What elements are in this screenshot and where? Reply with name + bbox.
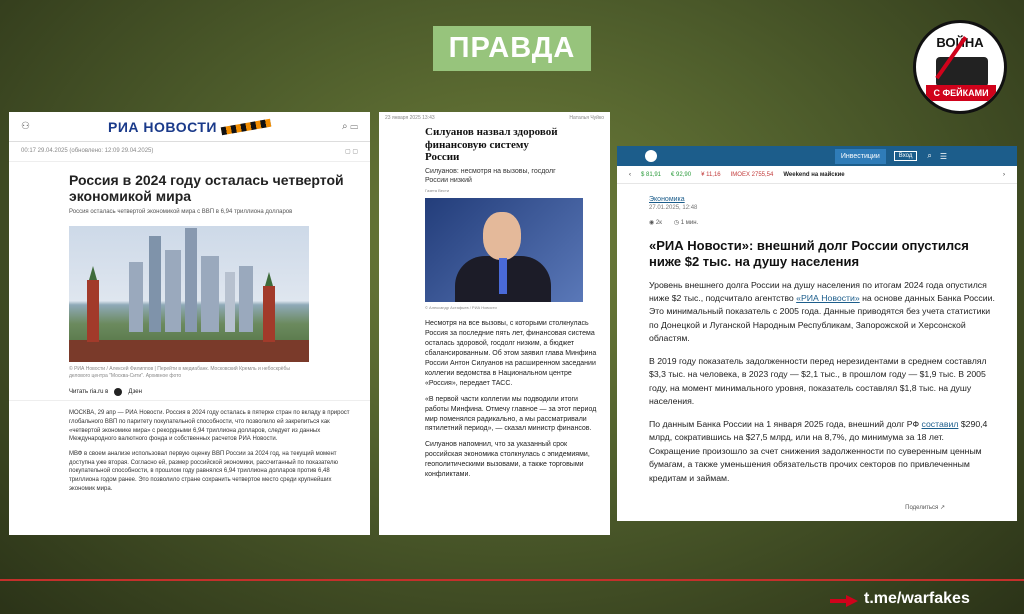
article-source: Газета Вести xyxy=(425,188,450,194)
logo-top-text: ВОЙНА xyxy=(936,35,984,50)
site-navbar xyxy=(617,146,1017,166)
paragraph: По данным Банка России на 1 января 2025 года, внешний долг РФ составил $290,4 млрд, сократившись на $27,5 млрд, или на 8,7%, до минимума за 18 лет. Сокращение произошло за счет снижения задолженности по суверенным ценным бумагам, а также уменьшения обязательств прочих секторов по привлеченным кредитам и займам. xyxy=(649,418,988,483)
ria-header xyxy=(9,112,370,142)
article-subtitle: Силуанов: несмотря на вызовы, госдолг России низкий xyxy=(425,167,556,185)
paragraph: В 2019 году показатель задолженности перед нерезидентами в среднем составлял $3,3 тыс. на человека, в 2023 году — $2,1 тыс., в прошлом году — $1,9 тыс. В 2005 году, на момент минимального уровня, показатель составлял $1,8 тыс. на душу населения. xyxy=(649,355,987,407)
logo-bottom-text: С ФЕЙКАМИ xyxy=(926,85,996,101)
article-date: 23 января 2025 13:43 xyxy=(385,115,435,121)
site-logo-icon[interactable] xyxy=(645,150,657,162)
external-debt-article-screenshot xyxy=(617,146,1017,521)
article-lead: Россия осталась четвертой экономикой мира с ВВП в 6,94 триллиона долларов xyxy=(69,209,293,216)
updated-date: (обновлено: 12:09 29.04.2025) xyxy=(69,148,154,154)
article-meta xyxy=(9,142,370,162)
verdict-banner: ПРАВДА xyxy=(433,26,591,71)
chevron-right-icon[interactable]: › xyxy=(1003,171,1005,178)
article-stats xyxy=(617,213,1017,232)
ria-link[interactable]: «РИА Новости» xyxy=(796,292,860,303)
login-button[interactable]: Вход xyxy=(894,151,918,161)
st-george-ribbon-icon xyxy=(221,118,272,135)
article-title: Силуанов назвал здоровой финансовую систему России xyxy=(425,126,558,164)
footer-divider xyxy=(0,579,1024,581)
published-date: 00:17 29.04.2025 xyxy=(21,148,68,154)
sostavil-link[interactable]: составил xyxy=(921,418,959,429)
siluanov-photo xyxy=(425,198,583,302)
moscow-city-photo xyxy=(69,226,309,362)
article-title: Россия в 2024 году осталась четвертой экономикой мира xyxy=(69,172,344,205)
share-icons[interactable]: ▢ ▢ xyxy=(344,149,358,155)
rubric-link[interactable]: Экономика xyxy=(649,196,685,203)
ticker-usd[interactable]: $ 81,91 xyxy=(641,171,662,178)
paragraph: МОСКВА, 29 апр — РИА Новости. Россия в 2024 году осталась в пятерке стран по вкладу в прирост глобального ВВП по паритету покупательной способности, что позволило ей закрепиться как «четвертой экономике мира» с рекордными 6,94 триллиона долларов, следует из данных Международного валютного фонда и собственных расчетов РИА Новости. xyxy=(69,410,350,443)
read-time: ◷ 1 мин. xyxy=(673,220,699,226)
chevron-left-icon[interactable]: ‹ xyxy=(629,171,631,178)
ria-logo[interactable]: РИА НОВОСТИ xyxy=(108,118,217,135)
article-date: 27.01.2025, 12:48 xyxy=(649,205,698,211)
paragraph: «В первой части коллегии мы подводили итоги работы Минфина. Отмечу главное — за этот период мир поменялся радикально, а мы рассматривали пятилетний период», — сказал министр финансов. xyxy=(425,395,597,433)
nav-investments-tab[interactable]: Инвестиции xyxy=(835,149,886,164)
paragraph: МВФ в своем анализе использовал первую оценку ВВП России за 2024 год, на текущий момент доступна уже вторая. Согласно ей, размер российской экономики, рассчитанный по показателю покупательной способности, в прошлом году равнялся 6,94 триллиона долларов против 6,48 триллиона годом ранее. Это позволило стране сохранить четвертое место среди крупнейших экономик мира. xyxy=(69,450,339,492)
ticker-promo[interactable]: Weekend на майские xyxy=(783,171,845,178)
clock-icon: ◷ xyxy=(673,220,681,226)
arrow-right-icon xyxy=(830,595,858,607)
siluanov-article-screenshot xyxy=(379,112,610,535)
read-in-label: Читать ria.ru в xyxy=(69,389,109,396)
search-icon[interactable]: ⌕ ▭ xyxy=(342,121,358,132)
photo-caption: © РИА Новости / Алексей Филиппов | Перейти в медиабанк. Московский Кремль и небоскрёбы делового центра "Москва-Сити". Архивное фото xyxy=(69,366,290,380)
views-count: ◉ 2к xyxy=(649,220,662,226)
menu-icon[interactable]: ☰ xyxy=(939,151,947,161)
dzen-label: Дзен xyxy=(128,389,142,396)
search-icon[interactable]: ⌕ xyxy=(927,151,932,160)
share-icon: ↗ xyxy=(939,505,945,511)
eye-icon: ◉ xyxy=(649,220,656,226)
ticker-eur[interactable]: € 92,90 xyxy=(671,171,692,178)
ticker-imoex[interactable]: IMOEX 2755,54 xyxy=(730,171,774,178)
paragraph: Уровень внешнего долга России на душу населения по итогам 2024 года опустился ниже $2 тыс., подсчитало агентство «РИА Новости» на основе данных Банка России. Это минимальный показатель с 2005 года. Данные приводятся без учета статистики по Донецкой и Луганской Народным Республикам, Запорожской и Херсонской областям. xyxy=(649,279,995,344)
market-ticker xyxy=(617,166,1017,184)
user-icon[interactable]: ⚇ xyxy=(21,121,30,132)
article-body xyxy=(379,313,610,480)
read-in-dzen[interactable] xyxy=(9,384,370,401)
ria-article-screenshot xyxy=(9,112,370,535)
article-body xyxy=(617,271,1017,486)
share-button[interactable]: Поделиться ↗ xyxy=(905,505,945,511)
ticker-cny[interactable]: ¥ 11,16 xyxy=(701,171,721,178)
paragraph: Несмотря на все вызовы, с которыми столкнулась Россия за последние пять лет, финансовая система осталась здоровой, госдолг низким, а бюджет сбалансированным. Об этом заявил глава Минфина России Антон Силуанов на расширенном заседании коллегии ведомства в Национальном центре «Россия», передает ТАСС. xyxy=(425,320,597,387)
paragraph: Силуанов напомнил, что за указанный срок российская экономика столкнулась с эпидемиями, геополитическими вызовами, а также торговыми конфликтами. xyxy=(425,441,590,479)
article-title: «РИА Новости»: внешний долг России опустился ниже $2 тыс. на душу населения xyxy=(649,238,969,270)
war-on-fakes-logo xyxy=(913,20,1007,114)
article-author: Наталья Чуйко xyxy=(569,115,604,121)
telegram-channel-link[interactable]: t.me/warfakes xyxy=(864,590,970,607)
dzen-icon xyxy=(114,388,122,396)
photo-caption: © Александр Астафьев / РИА Новости xyxy=(425,305,497,311)
article-meta xyxy=(379,112,610,124)
article-body xyxy=(9,401,370,493)
